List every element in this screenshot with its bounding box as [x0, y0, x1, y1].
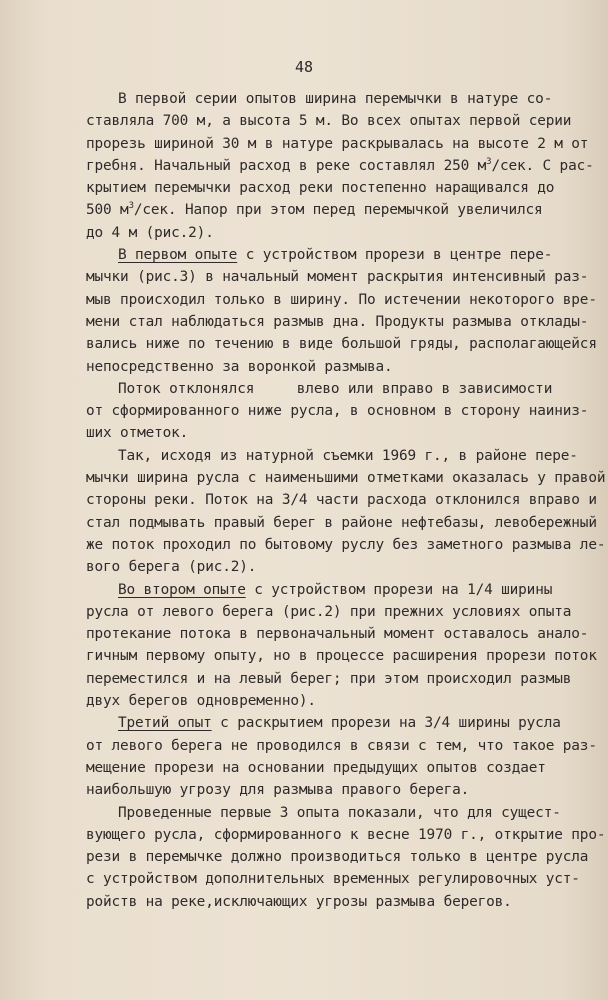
text-line: от левого берега не проводился в связи с тем, что такое раз- — [86, 737, 597, 754]
text-line: прорезь шириной 30 м в натуре раскрывалась на высоте 2 м от — [86, 135, 589, 152]
text-line: гичным первому опыту, но в процессе расширения прорези поток — [86, 648, 597, 665]
text-line: ройств на реке,исключающих угрозы размыва берегов. — [86, 893, 512, 910]
text-line: стал подмывать правый берег в районе нефтебазы, левобережный — [86, 514, 597, 531]
text-line — [86, 579, 572, 601]
paragraph-survey-1969 — [86, 445, 606, 579]
text-line: вались ниже по течению в виде большой гряды, располагающейся — [86, 336, 597, 353]
paragraph-flow-deflection — [86, 378, 589, 445]
text-line: русла от левого берега (рис.2) при прежних условиях опыта — [86, 603, 572, 620]
text-line: крытием перемычки расход реки постепенно наращивался до — [86, 180, 555, 197]
text-line: непосредственно за воронкой размыва. — [86, 358, 393, 375]
text-line — [86, 199, 572, 221]
text-line: протекание потока в первоначальный момент оставалось анало- — [86, 626, 589, 643]
text-line — [86, 155, 594, 177]
paragraph-third-experiment — [86, 712, 597, 801]
text-line: Поток отклонялся влево или вправо в зависимости — [118, 380, 553, 397]
text-run: /сек. С рас- — [491, 157, 594, 174]
body-text — [86, 88, 606, 913]
text-line: вующего русла, сформированного к весне 1970 г., открытие про- — [86, 826, 606, 843]
paragraph-conclusion — [86, 802, 606, 913]
page-number: 48 — [294, 58, 314, 76]
text-line: с устройством дополнительных временных регулировочных уст- — [86, 871, 580, 888]
text-run: с устройством прорези в центре пере- — [237, 247, 553, 264]
paragraph-first-series — [86, 88, 594, 244]
superscript: 3 — [486, 156, 492, 167]
text-run: с раскрытием прорези на 3/4 ширины русла — [211, 715, 561, 732]
text-run: с устройством прорези на 1/4 ширины — [245, 581, 553, 598]
text-line: рези в перемычке должно производиться только в центре русла — [86, 849, 589, 866]
superscript: 3 — [128, 201, 134, 212]
text-line: до 4 м (рис.2). — [86, 224, 214, 241]
text-line: мещение прорези на основании предыдущих опытов создает — [86, 759, 546, 776]
text-line: же поток проходил по бытовому руслу без заметного размыва ле- — [86, 536, 606, 553]
text-line: В первой серии опытов ширина перемычки в натуре со- — [118, 91, 553, 107]
text-line: Так, исходя из натурной съемки 1969 г., в районе пере- — [118, 447, 578, 464]
text-line: ших отметок. — [86, 425, 189, 442]
text-line: стороны реки. Поток на 3/4 части расхода отклонился вправо и — [86, 492, 597, 509]
text-line: наибольшую угрозу для размыва правого берега. — [86, 782, 470, 799]
underlined-heading: Во втором опыте — [118, 581, 246, 598]
text-line: переместился и на левый берег; при этом происходил размыв — [86, 670, 572, 687]
text-line: двух берегов одновременно). — [86, 693, 316, 710]
text-line: мени стал наблюдаться размыв дна. Продукты размыва отклады- — [86, 313, 589, 330]
text-run: 500 м — [86, 202, 129, 219]
text-line — [86, 244, 572, 266]
paragraph-first-experiment — [86, 244, 597, 378]
underlined-heading: В первом опыте — [118, 247, 238, 264]
text-line: вого берега (рис.2). — [86, 559, 257, 576]
text-line: мычки ширина русла с наименьшими отметками оказалась у правой — [86, 470, 606, 487]
text-run: гребня. Начальный расход в реке составлял 250 м — [86, 157, 487, 174]
text-line: Проведенные первые 3 опыта показали, что для сущест- — [118, 804, 561, 821]
text-line: от сформированного ниже русла, в основном в сторону наиниз- — [86, 403, 589, 420]
text-run: /сек. Напор при этом перед перемычкой увеличился — [133, 202, 543, 219]
text-line: мычки (рис.3) в начальный момент раскрытия интенсивный раз- — [86, 269, 589, 286]
paragraph-second-experiment — [86, 579, 597, 713]
underlined-heading: Третий опыт — [118, 715, 212, 732]
text-line: ставляла 700 м, а высота 5 м. Во всех опытах первой серии — [86, 113, 572, 130]
text-line — [86, 712, 572, 734]
text-line: мыв происходил только в ширину. По истечении некоторого вре- — [86, 291, 597, 308]
